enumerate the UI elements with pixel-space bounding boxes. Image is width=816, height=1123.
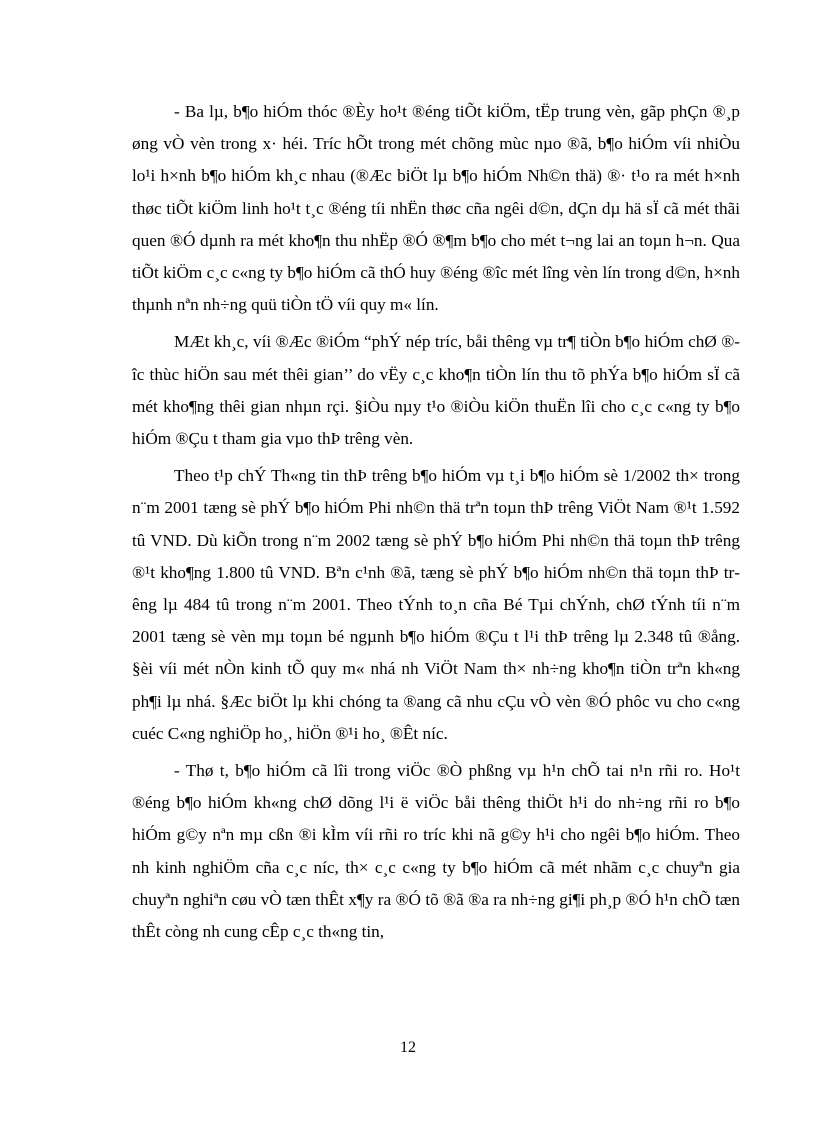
document-page	[132, 96, 740, 1056]
paragraph-savings: - Ba lµ, b¶o hiÓm thóc ®Èy ho¹t ®éng tiÕt kiÖm, tËp trung vèn, gãp phÇn ®¸p øng vÒ vèn trong x· héi. Tríc hÕt trong mét chõng mùc nµo ®ã, b¶o hiÓm víi nhiÒu lo¹i h×nh b¶o hiÓm kh¸c nhau (®Æc biÖt lµ b¶o hiÓm Nh©n thä) ®· t¹o ra mét h×nh thøc tiÕt kiÖm linh ho¹t t¸c ®éng tíi nhËn thøc cña ngêi d©n, dÇn dµ hä sÏ cã mét thãi quen ®Ó dµnh ra mét kho¶n thu nhËp ®Ó ®¶m b¶o cho mét t¬ng lai an toµn h¬n. Qua tiÕt kiÖm c¸c c«ng ty b¶o hiÓm cã thÓ huy ®éng ®îc mét lîng vèn lín trong d©n, h×nh thµnh nªn nh÷ng quü tiÒn tÖ víi quy m« lín.	[132, 102, 740, 315]
paragraph-risk-prevention: - Thø t, b¶o hiÓm cã lîi trong viÖc ®Ò phßng vµ h¹n chÕ tai n¹n rñi ro. Ho¹t ®éng b¶o hiÓm kh«ng chØ dõng l¹i ë viÖc båi thêng thiÖt h¹i do nh÷ng rñi ro b¶o hiÓm g©y nªn mµ cßn ®i kÌm víi rñi ro tríc khi nã g©y h¹i cho ngêi b¶o hiÓm. Theo nh kinh nghiÖm cña c¸c níc, th× c¸c c«ng ty b¶o hiÓm cã mét nhãm c¸c chuyªn gia chuyªn nghiªn cøu vÒ tæn thÊt x¶y ra ®Ó tõ ®ã ®a ra nh÷ng gi¶i ph¸p ®Ó h¹n chÕ tæn thÊt còng nh cung cÊp c¸c th«ng tin,	[132, 761, 740, 942]
paragraph-premium-timing: MÆt kh¸c, víi ®Æc ®iÓm “phÝ nép tríc, båi thêng vµ tr¶ tiÒn b¶o hiÓm chØ ®îc thùc hiÖn sau mét thêi gian’’ do vËy c¸c kho¶n tiÒn lín thu tõ phÝa b¶o hiÓm sÏ cã mét kho¶ng thêi gian nhµn rçi. §iÒu nµy t¹o ®iÒu kiÖn thuËn lîi cho c¸c c«ng ty b¶o hiÓm ®Çu t tham gia vµo thÞ trêng vèn.	[132, 332, 740, 449]
paragraph-market-statistics: Theo t¹p chÝ Th«ng tin thÞ trêng b¶o hiÓm vµ t¸i b¶o hiÓm sè 1/2002 th× trong n¨m 2001 tæng sè phÝ b¶o hiÓm Phi nh©n thä trªn toµn thÞ trêng ViÖt Nam ®¹t 1.592 tû VND. Dù kiÕn trong n¨m 2002 tæng sè phÝ b¶o hiÓm Phi nh©n thä toµn thÞ trêng ®¹t kho¶ng 1.800 tû VND. Bªn c¹nh ®ã, tæng sè phÝ b¶o hiÓm nh©n thä toµn thÞ trêng lµ 484 tû trong n¨m 2001. Theo tÝnh to¸n cña Bé Tµi chÝnh, chØ tÝnh tíi n¨m 2001 tæng sè vèn mµ toµn bé ngµnh b¶o hiÓm ®Çu t l¹i thÞ trêng lµ 2.348 tû ®ång. §èi víi mét nÒn kinh tÕ quy m« nhá nh ViÖt Nam th× nh÷ng kho¶n tiÒn trªn kh«ng ph¶i lµ nhá. §Æc biÖt lµ khi chóng ta ®ang cã nhu cÇu vÒ vèn ®Ó phôc vu cho c«ng cuéc C«ng nghiÖp ho¸, hiÖn ®¹i ho¸ ®Êt níc.	[132, 466, 740, 743]
page-number: 12	[400, 1039, 416, 1056]
